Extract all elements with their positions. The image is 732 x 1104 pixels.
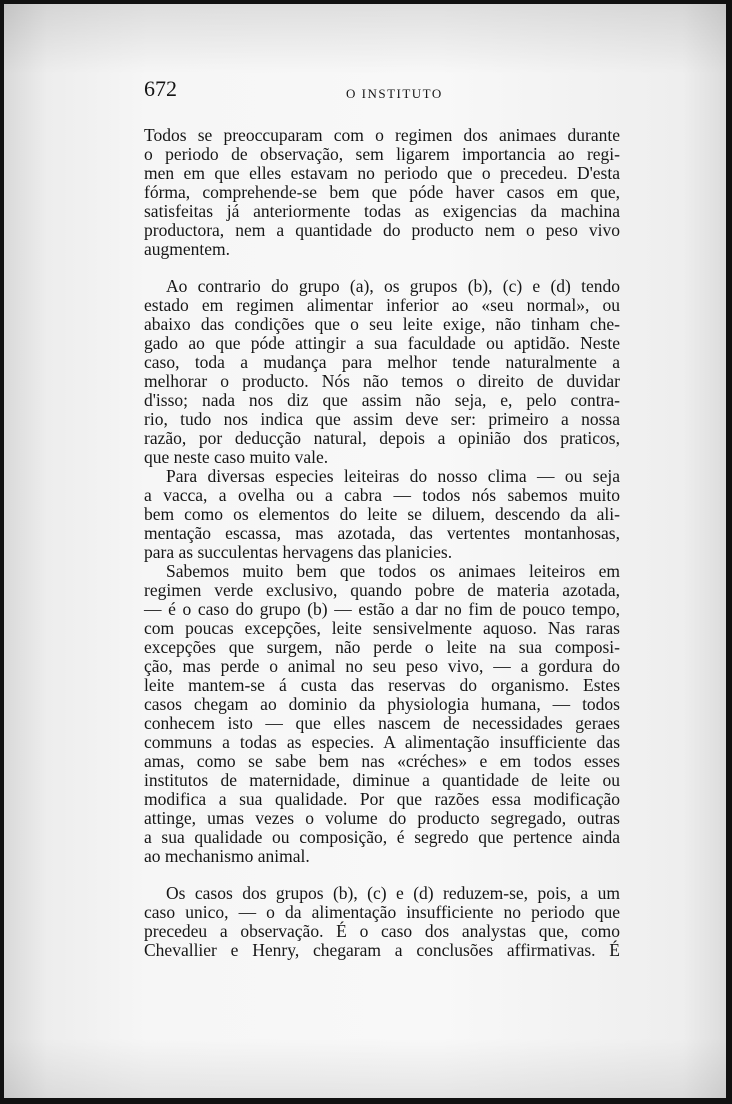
text-line: ao mechanismo animal. (144, 846, 310, 866)
paragraph-5 (144, 884, 620, 960)
scanned-page (4, 4, 726, 1098)
paragraph-4 (144, 562, 620, 866)
text-line: estado em regimen alimentar inferior ao «seu normal», ou (144, 295, 620, 315)
page-header (144, 76, 620, 110)
text-line: rio, tudo nos indica que assim deve ser: primeiro a nossa (144, 409, 620, 429)
text-line: caso unico, — o da alimentação insufficiente no periodo que (144, 902, 620, 922)
text-line: leite mantem-se á custa das reservas do organismo. Estes (144, 675, 620, 695)
text-line: Todos se preoccuparam com o regimen dos animaes durante (144, 125, 620, 145)
text-line: d'isso; nada nos diz que assim não seja, e, pelo contra- (144, 390, 620, 410)
text-line: com poucas excepções, leite sensivelmente aquoso. Nas raras (144, 618, 620, 638)
text-line: caso, toda a mudança para melhor tende naturalmente a (144, 352, 620, 372)
text-line: modifica a sua qualidade. Por que razões essa modificação (144, 789, 620, 809)
text-line: — é o caso do grupo (b) — estão a dar no fim de pouco tempo, (144, 599, 620, 619)
text-line: a vacca, a ovelha ou a cabra — todos nós sabemos muito (144, 485, 620, 505)
text-line: men em que elles estavam no periodo que o precedeu. D'esta (144, 163, 620, 183)
page-number: 672 (144, 76, 177, 101)
text-line: para as succulentas hervagens das planicies. (144, 542, 453, 562)
text-line: ção, mas perde o animal no seu peso vivo, — a gordura do (144, 656, 620, 676)
text-line: fórma, comprehende-se bem que póde haver casos em que, (144, 182, 620, 202)
text-line: abaixo das condições que o seu leite exige, não tinham che- (144, 314, 620, 334)
text-line: conhecem isto — que elles nascem de necessidades geraes (144, 713, 620, 733)
text-line: institutos de maternidade, diminue a quantidade de leite ou (144, 770, 620, 790)
text-line: amas, como se sabe bem nas «créches» e em todos esses (144, 751, 620, 771)
text-line: augmentem. (144, 239, 231, 259)
paragraph-3 (144, 467, 620, 562)
text-line: precedeu a observação. É o caso dos analystas que, como (144, 921, 620, 941)
text-line: melhorar o producto. Nós não temos o direito de duvidar (144, 371, 620, 391)
text-line: Chevallier e Henry, chegaram a conclusões affirmativas. É (144, 940, 620, 960)
text-line: Sabemos muito bem que todos os animaes leiteiros em (166, 561, 620, 581)
text-line: a sua qualidade ou composição, é segredo que pertence ainda (144, 827, 620, 847)
text-line: excepções que surgem, não perde o leite na sua composi- (144, 637, 620, 657)
text-line: Os casos dos grupos (b), (c) e (d) reduzem-se, pois, a um (166, 883, 620, 903)
text-line: que neste caso muito vale. (144, 447, 329, 467)
paragraph-2 (144, 277, 620, 467)
body-text (144, 126, 620, 960)
text-line: Para diversas especies leiteiras do nosso clima — ou seja (166, 466, 620, 486)
text-line: satisfeitas já anteriormente todas as exigencias da machina (144, 201, 620, 221)
text-line: regimen verde exclusivo, quando pobre de materia azotada, (144, 580, 620, 600)
text-line: casos chegam ao dominio da physiologia humana, — todos (144, 694, 620, 714)
text-line: mentação escassa, mas azotada, das vertentes montanhosas, (144, 523, 620, 543)
text-line: gado ao que póde attingir a sua faculdade ou aptidão. Neste (144, 333, 620, 353)
running-title: O INSTITUTO (346, 86, 443, 101)
text-line: communs a todas as especies. A alimentação insufficiente das (144, 732, 620, 752)
text-line: bem como os elementos do leite se diluem, descendo da ali- (144, 504, 620, 524)
text-line: productora, nem a quantidade do producto nem o peso vivo (144, 220, 620, 240)
text-line: attinge, umas vezes o volume do producto segregado, outras (144, 808, 620, 828)
paragraph-1 (144, 126, 620, 259)
text-line: Ao contrario do grupo (a), os grupos (b), (c) e (d) tendo (166, 276, 620, 296)
text-line: o periodo de observação, sem ligarem importancia ao regi- (144, 144, 620, 164)
text-line: razão, por deducção natural, depois a opinião dos praticos, (144, 428, 620, 448)
